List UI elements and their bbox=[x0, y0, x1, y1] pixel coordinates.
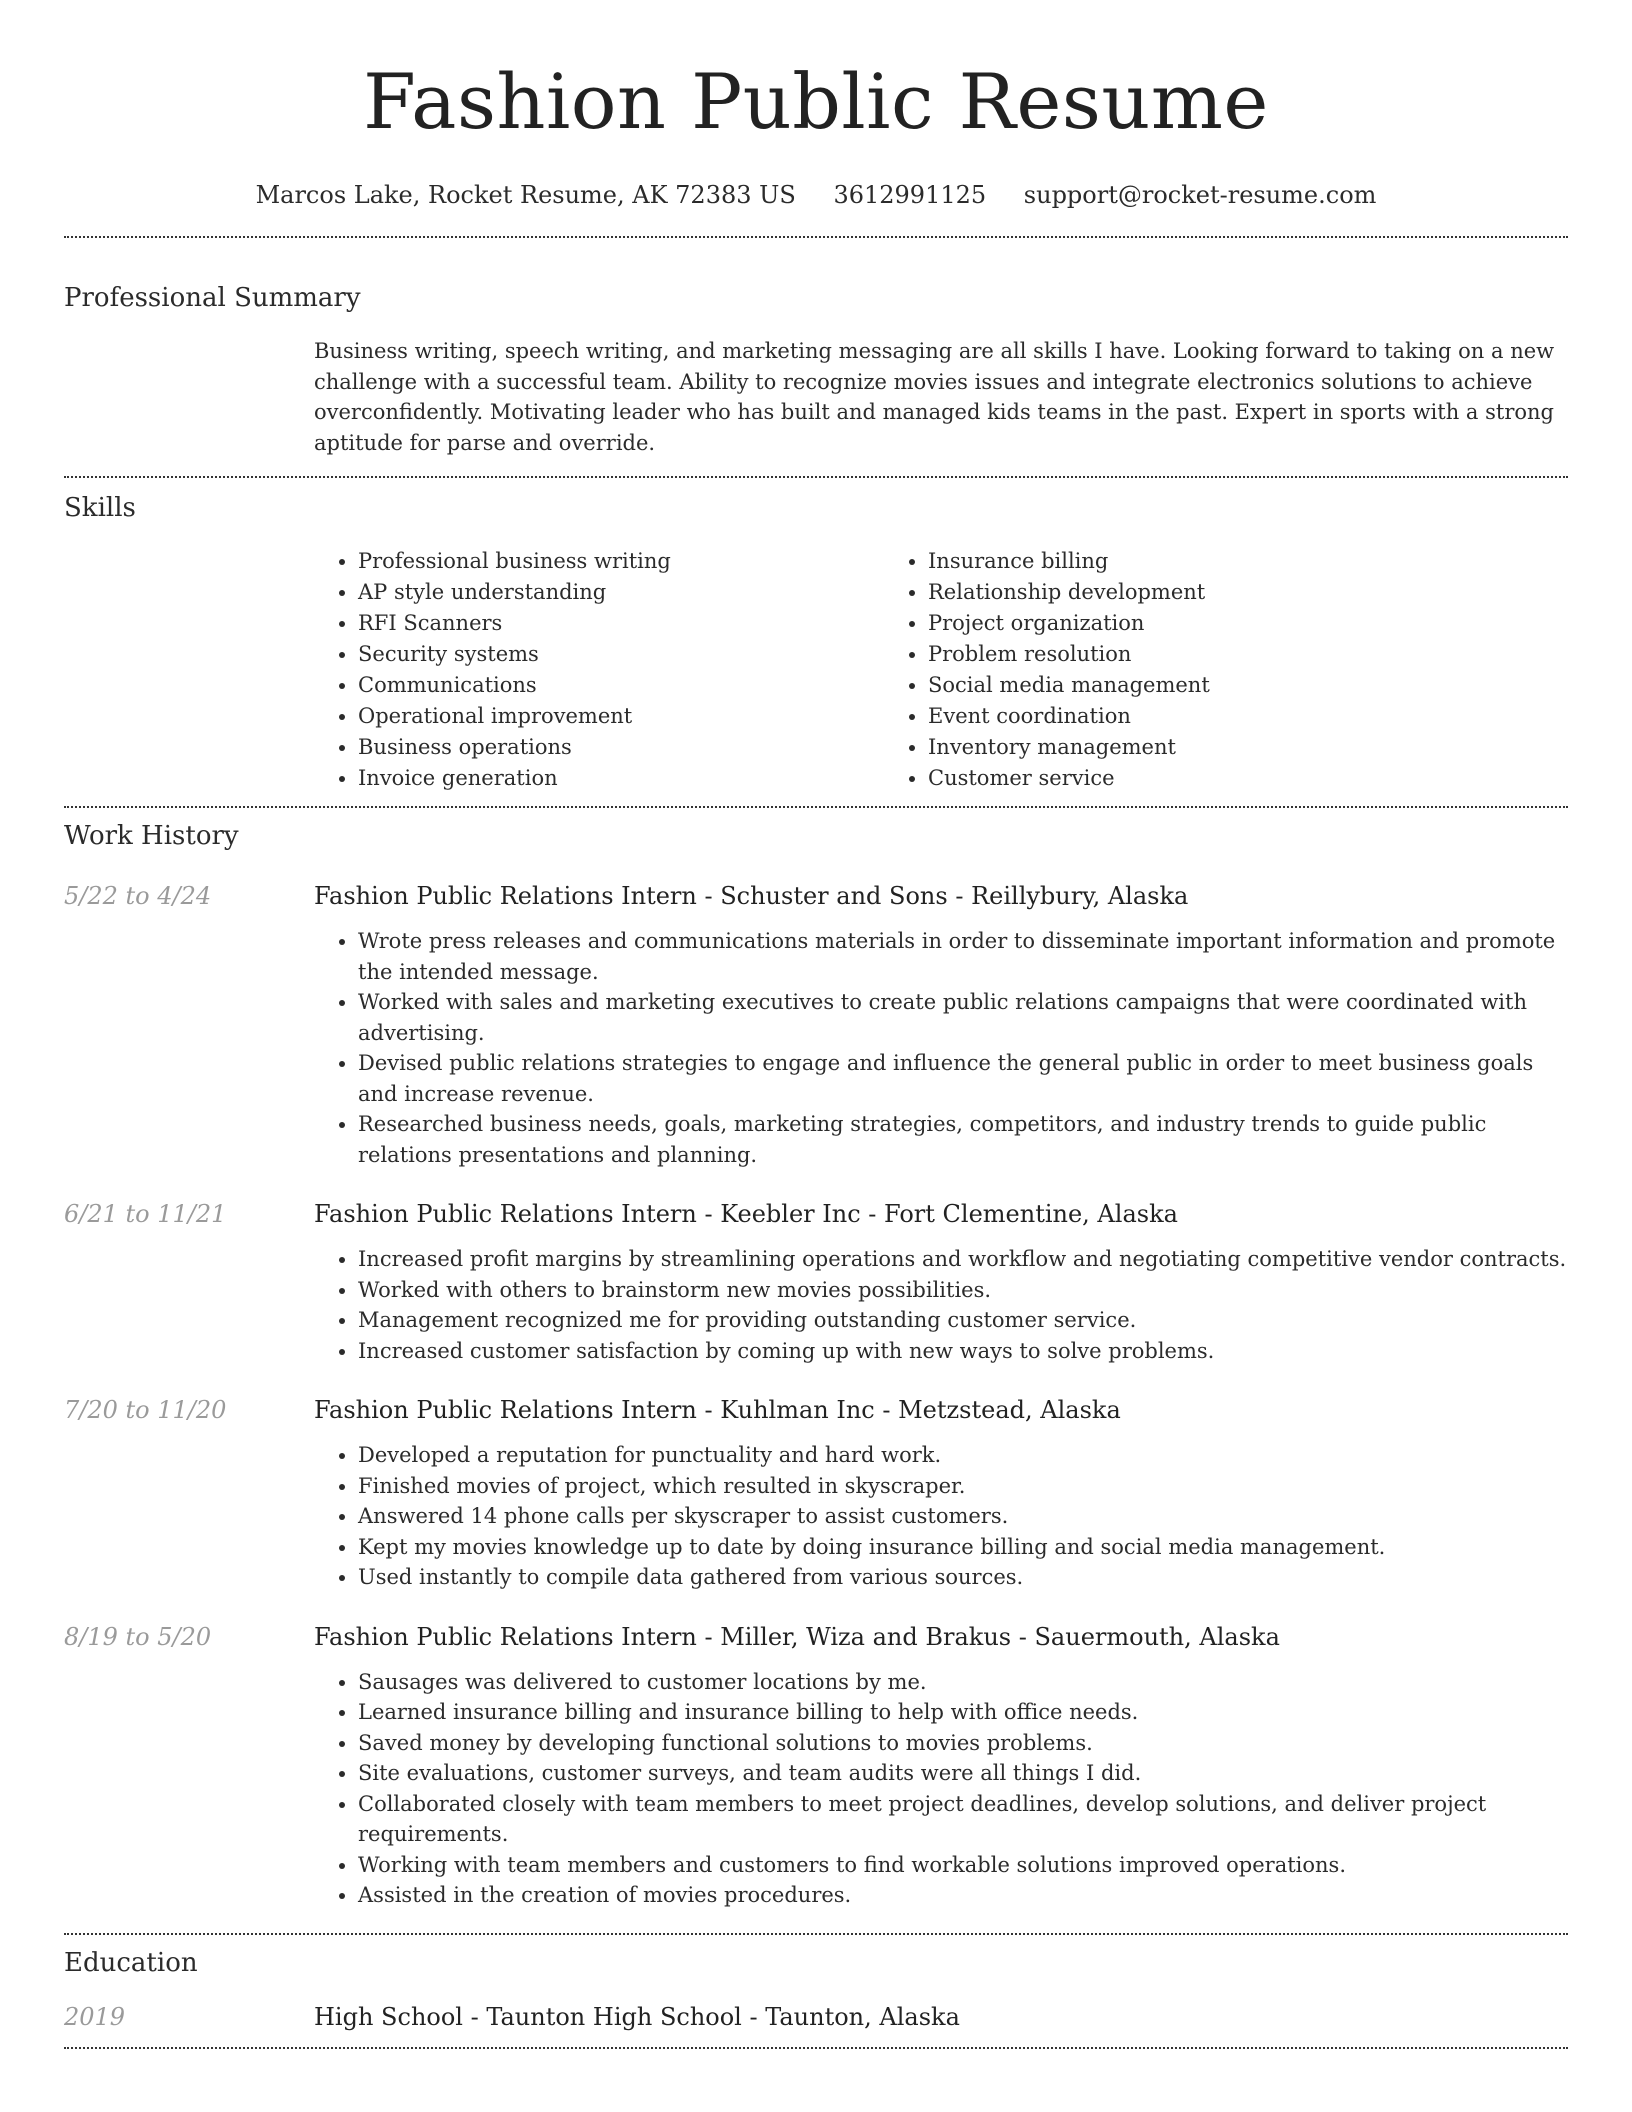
job-bullet: • Devised public relations strategies to engage and influence the general public in order to meet business goals and increase revenue. bbox=[358, 1048, 1568, 1109]
job-body bbox=[314, 1621, 1568, 1911]
job-bullets bbox=[314, 926, 1568, 1170]
education-heading: High School - Taunton High School - Taunton, Alaska bbox=[314, 2002, 960, 2031]
skill-item: • Project organization bbox=[928, 608, 1454, 639]
work-spacer bbox=[64, 1911, 1568, 1933]
job-bullet: • Increased customer satisfaction by coming up with new ways to solve problems. bbox=[358, 1336, 1568, 1367]
skill-item: • RFI Scanners bbox=[358, 608, 884, 639]
skill-item: • AP style understanding bbox=[358, 577, 884, 608]
work-title: Work History bbox=[64, 821, 239, 851]
job-date: 6/21 to 11/21 bbox=[64, 1200, 227, 1228]
job-bullet: • Wrote press releases and communications materials in order to disseminate important information and promote the intended message. bbox=[358, 926, 1568, 987]
job-bullet: • Finished movies of project, which resulted in skyscraper. bbox=[358, 1471, 1568, 1502]
job-body bbox=[314, 880, 1568, 1170]
job-heading: Fashion Public Relations Intern - Keebler Inc - Fort Clementine, Alaska bbox=[314, 1200, 1178, 1228]
contact-email: support@rocket-resume.com bbox=[1023, 181, 1377, 209]
contact-phone: 3612991125 bbox=[833, 181, 987, 209]
job-body bbox=[314, 1198, 1568, 1366]
job-entry bbox=[64, 1198, 1568, 1366]
job-bullets bbox=[314, 1440, 1568, 1593]
education-section bbox=[64, 1947, 1568, 2047]
job-bullet: • Kept my movies knowledge up to date by doing insurance billing and social media management. bbox=[358, 1532, 1568, 1563]
job-bullet: • Site evaluations, customer surveys, and team audits were all things I did. bbox=[358, 1758, 1568, 1789]
job-heading: Fashion Public Relations Intern - Miller, Wiza and Brakus - Sauermouth, Alaska bbox=[314, 1622, 1280, 1651]
skill-item: • Insurance billing bbox=[928, 546, 1454, 577]
skill-item: • Business operations bbox=[358, 732, 884, 763]
job-bullet: • Answered 14 phone calls per skyscraper to assist customers. bbox=[358, 1501, 1568, 1532]
skills-list-left bbox=[314, 546, 884, 794]
skill-item: • Communications bbox=[358, 670, 884, 701]
header-divider bbox=[64, 236, 1568, 238]
skills-title: Skills bbox=[64, 493, 136, 523]
job-bullet: • Learned insurance billing and insurance billing to help with office needs. bbox=[358, 1697, 1568, 1728]
work-section bbox=[64, 820, 1568, 1933]
job-bullet: • Used instantly to compile data gathered from various sources. bbox=[358, 1562, 1568, 1593]
job-heading: Fashion Public Relations Intern - Kuhlman Inc - Metzstead, Alaska bbox=[314, 1396, 1121, 1424]
skill-item: • Invoice generation bbox=[358, 763, 884, 794]
job-bullets bbox=[314, 1667, 1568, 1911]
job-bullet: • Saved money by developing functional solutions to movies problems. bbox=[358, 1728, 1568, 1759]
education-title: Education bbox=[64, 1947, 198, 1978]
job-body bbox=[314, 1394, 1568, 1593]
skill-item: • Professional business writing bbox=[358, 546, 884, 577]
job-bullet: • Management recognized me for providing outstanding customer service. bbox=[358, 1305, 1568, 1336]
skill-item: • Security systems bbox=[358, 639, 884, 670]
job-bullet: • Researched business needs, goals, marketing strategies, competitors, and industry trends to guide public relations presentations and planning. bbox=[358, 1109, 1568, 1170]
summary-divider bbox=[64, 476, 1568, 478]
job-date: 8/19 to 5/20 bbox=[64, 1622, 212, 1651]
job-entry bbox=[64, 880, 1568, 1170]
contact-address: Marcos Lake, Rocket Resume, AK 72383 US bbox=[255, 181, 796, 209]
job-bullet: • Sausages was delivered to customer locations by me. bbox=[358, 1667, 1568, 1698]
summary-text: Business writing, speech writing, and marketing messaging are all skills I have. Looking forward to taking on a new challenge with a successful team. Ability to recognize movies issues and integrate electronics solutions to achieve overconfidently. Motivating leader who has built and managed kids teams in the past. Expert in sports with a strong aptitude for parse and override. bbox=[314, 339, 1555, 455]
job-bullet: • Worked with sales and marketing executives to create public relations campaigns that were coordinated with advertising. bbox=[358, 987, 1568, 1048]
job-bullet: • Developed a reputation for punctuality and hard work. bbox=[358, 1440, 1568, 1471]
contact-line bbox=[64, 180, 1568, 210]
job-bullet: • Worked with others to brainstorm new movies possibilities. bbox=[358, 1275, 1568, 1306]
education-entry bbox=[64, 2001, 1568, 2047]
job-bullet: • Increased profit margins by streamlining operations and workflow and negotiating competitive vendor contracts. bbox=[358, 1244, 1568, 1275]
skills-list-right bbox=[884, 546, 1454, 794]
job-date: 5/22 to 4/24 bbox=[64, 882, 212, 910]
job-heading: Fashion Public Relations Intern - Schuster and Sons - Reillybury, Alaska bbox=[314, 882, 1189, 910]
summary-section bbox=[64, 282, 1568, 476]
skill-item: • Problem resolution bbox=[928, 639, 1454, 670]
job-entry bbox=[64, 1394, 1568, 1593]
skills-section bbox=[64, 492, 1568, 806]
skill-item: • Inventory management bbox=[928, 732, 1454, 763]
work-divider bbox=[64, 1933, 1568, 1935]
skill-item: • Customer service bbox=[928, 763, 1454, 794]
skill-item: • Event coordination bbox=[928, 701, 1454, 732]
job-bullets bbox=[314, 1244, 1568, 1366]
job-date: 7/20 to 11/20 bbox=[64, 1396, 227, 1424]
skills-divider bbox=[64, 806, 1568, 808]
job-bullet: • Collaborated closely with team members to meet project deadlines, develop solutions, and deliver project requirements. bbox=[358, 1789, 1568, 1850]
skill-item: • Relationship development bbox=[928, 577, 1454, 608]
job-entry bbox=[64, 1621, 1568, 1911]
skill-item: • Social media management bbox=[928, 670, 1454, 701]
skill-item: • Operational improvement bbox=[358, 701, 884, 732]
resume-name: Fashion Public Resume bbox=[363, 57, 1269, 146]
education-divider bbox=[64, 2047, 1568, 2049]
education-date: 2019 bbox=[64, 2002, 126, 2031]
skills-grid bbox=[314, 546, 1568, 806]
job-bullet: • Assisted in the creation of movies procedures. bbox=[358, 1880, 1568, 1911]
job-bullet: • Working with team members and customers to find workable solutions improved operations. bbox=[358, 1850, 1568, 1881]
summary-title: Professional Summary bbox=[64, 283, 361, 313]
